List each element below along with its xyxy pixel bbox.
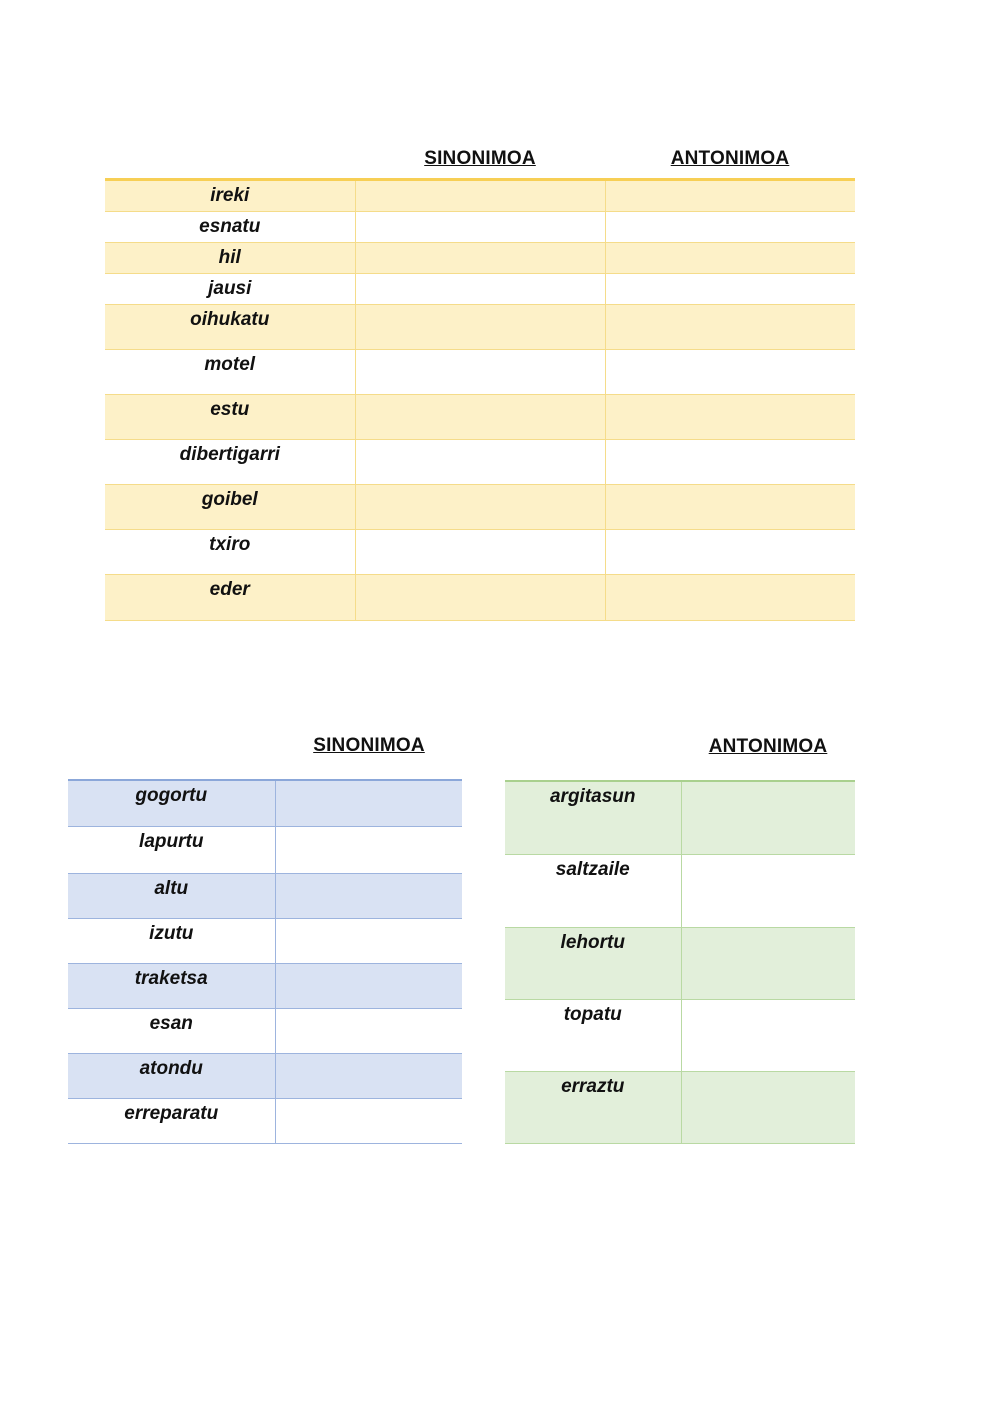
synonym-input[interactable] <box>356 440 605 462</box>
antonym-answer-cell[interactable] <box>681 1071 855 1143</box>
word-cell: esnatu <box>105 212 355 243</box>
word-cell: erraztu <box>505 1071 681 1143</box>
antonym-answer-cell[interactable] <box>605 575 855 621</box>
synonym-input[interactable] <box>356 350 605 372</box>
antonym-answer-cell[interactable] <box>605 440 855 485</box>
table-row <box>105 440 855 485</box>
synonym-answer-cell[interactable] <box>355 350 605 395</box>
table-row <box>505 1071 855 1143</box>
antonym-answer-cell[interactable] <box>605 305 855 350</box>
word-cell: atondu <box>68 1053 275 1098</box>
antonym-input[interactable] <box>606 485 856 507</box>
word-cell: hil <box>105 243 355 274</box>
word-cell: saltzaile <box>505 854 681 927</box>
word-cell: izutu <box>68 918 275 963</box>
synonym-answer-cell[interactable] <box>355 395 605 440</box>
table-row <box>68 963 462 1008</box>
word-cell: eder <box>105 575 355 621</box>
synonym-input[interactable] <box>356 575 605 597</box>
word-cell: topatu <box>505 999 681 1071</box>
table-row <box>68 780 462 826</box>
table-row <box>68 1053 462 1098</box>
word-cell: txiro <box>105 530 355 575</box>
word-cell: estu <box>105 395 355 440</box>
antonym-answer-cell[interactable] <box>605 485 855 530</box>
synonym-input[interactable] <box>276 919 463 941</box>
antonym-input[interactable] <box>606 274 856 296</box>
antonym-answer-cell[interactable] <box>681 927 855 999</box>
synonym-answer-cell[interactable] <box>275 918 462 963</box>
table-row <box>505 927 855 999</box>
antonym-answer-cell[interactable] <box>681 999 855 1071</box>
antonym-answer-cell[interactable] <box>681 854 855 927</box>
synonym-input[interactable] <box>356 395 605 417</box>
table-row <box>68 873 462 918</box>
synonym-answer-cell[interactable] <box>275 963 462 1008</box>
synonym-input[interactable] <box>276 827 463 849</box>
synonym-answer-cell[interactable] <box>275 780 462 826</box>
synonym-antonym-table <box>105 178 855 621</box>
word-cell: erreparatu <box>68 1098 275 1143</box>
antonym-answer-cell[interactable] <box>605 530 855 575</box>
synonym-input[interactable] <box>276 1099 463 1121</box>
word-cell: lapurtu <box>68 826 275 873</box>
synonym-answer-cell[interactable] <box>355 305 605 350</box>
synonym-input[interactable] <box>356 274 605 296</box>
word-cell: oihukatu <box>105 305 355 350</box>
table-row <box>105 305 855 350</box>
word-cell: lehortu <box>505 927 681 999</box>
synonym-answer-cell[interactable] <box>275 873 462 918</box>
antonym-input[interactable] <box>606 440 856 462</box>
antonym-input[interactable] <box>682 1000 856 1022</box>
table-row <box>105 350 855 395</box>
table-row <box>68 1098 462 1143</box>
synonym-input[interactable] <box>276 1054 463 1076</box>
synonym-input[interactable] <box>356 243 605 265</box>
table-row <box>105 212 855 243</box>
table-row <box>105 274 855 305</box>
synonym-input[interactable] <box>276 964 463 986</box>
word-cell: ireki <box>105 180 355 212</box>
antonym-input[interactable] <box>606 350 856 372</box>
word-cell: esan <box>68 1008 275 1053</box>
antonym-table <box>505 780 855 1144</box>
table-row <box>105 485 855 530</box>
word-cell: argitasun <box>505 781 681 854</box>
antonym-input[interactable] <box>606 243 856 265</box>
synonym-answer-cell[interactable] <box>275 1008 462 1053</box>
synonym-input[interactable] <box>276 1009 463 1031</box>
table-row <box>105 180 855 212</box>
table1-header-sinonimoa: SINONIMOA <box>424 148 536 169</box>
antonym-input[interactable] <box>606 181 856 203</box>
synonym-answer-cell[interactable] <box>355 485 605 530</box>
synonym-input[interactable] <box>276 874 463 896</box>
antonym-answer-cell[interactable] <box>605 243 855 274</box>
word-cell: gogortu <box>68 780 275 826</box>
synonym-input[interactable] <box>356 181 605 203</box>
synonym-answer-cell[interactable] <box>355 180 605 212</box>
table-row <box>505 854 855 927</box>
antonym-answer-cell[interactable] <box>605 212 855 243</box>
antonym-input[interactable] <box>682 782 856 804</box>
antonym-input[interactable] <box>682 928 856 950</box>
synonym-answer-cell[interactable] <box>275 1098 462 1143</box>
antonym-answer-cell[interactable] <box>605 350 855 395</box>
synonym-input[interactable] <box>356 485 605 507</box>
table-row <box>505 999 855 1071</box>
word-cell: traketsa <box>68 963 275 1008</box>
table-row <box>105 530 855 575</box>
word-cell: jausi <box>105 274 355 305</box>
synonym-table <box>68 779 462 1144</box>
synonym-answer-cell[interactable] <box>355 243 605 274</box>
synonym-input[interactable] <box>356 305 605 327</box>
antonym-answer-cell[interactable] <box>605 395 855 440</box>
synonym-answer-cell[interactable] <box>355 440 605 485</box>
table-row <box>68 1008 462 1053</box>
antonym-answer-cell[interactable] <box>605 274 855 305</box>
table-row <box>68 918 462 963</box>
table-row <box>68 826 462 873</box>
word-cell: dibertigarri <box>105 440 355 485</box>
synonym-answer-cell[interactable] <box>275 826 462 873</box>
word-cell: motel <box>105 350 355 395</box>
table-row <box>105 395 855 440</box>
synonym-input[interactable] <box>356 530 605 552</box>
antonym-input[interactable] <box>682 855 856 877</box>
table3-header-antonimoa: ANTONIMOA <box>708 736 828 757</box>
table-row <box>505 781 855 854</box>
antonym-input[interactable] <box>606 305 856 327</box>
table2-header-sinonimoa: SINONIMOA <box>313 735 425 756</box>
word-cell: altu <box>68 873 275 918</box>
synonym-answer-cell[interactable] <box>355 274 605 305</box>
synonym-answer-cell[interactable] <box>355 212 605 243</box>
synonym-answer-cell[interactable] <box>275 1053 462 1098</box>
antonym-input[interactable] <box>606 212 856 234</box>
synonym-input[interactable] <box>276 781 463 803</box>
synonym-answer-cell[interactable] <box>355 575 605 621</box>
synonym-answer-cell[interactable] <box>355 530 605 575</box>
table-row <box>105 575 855 621</box>
antonym-input[interactable] <box>606 530 856 552</box>
synonym-input[interactable] <box>356 212 605 234</box>
word-cell: goibel <box>105 485 355 530</box>
table1-header-antonimoa: ANTONIMOA <box>670 148 790 169</box>
antonym-input[interactable] <box>606 395 856 417</box>
table-row <box>105 243 855 274</box>
antonym-input[interactable] <box>606 575 856 597</box>
antonym-input[interactable] <box>682 1072 856 1094</box>
antonym-answer-cell[interactable] <box>605 180 855 212</box>
antonym-answer-cell[interactable] <box>681 781 855 854</box>
